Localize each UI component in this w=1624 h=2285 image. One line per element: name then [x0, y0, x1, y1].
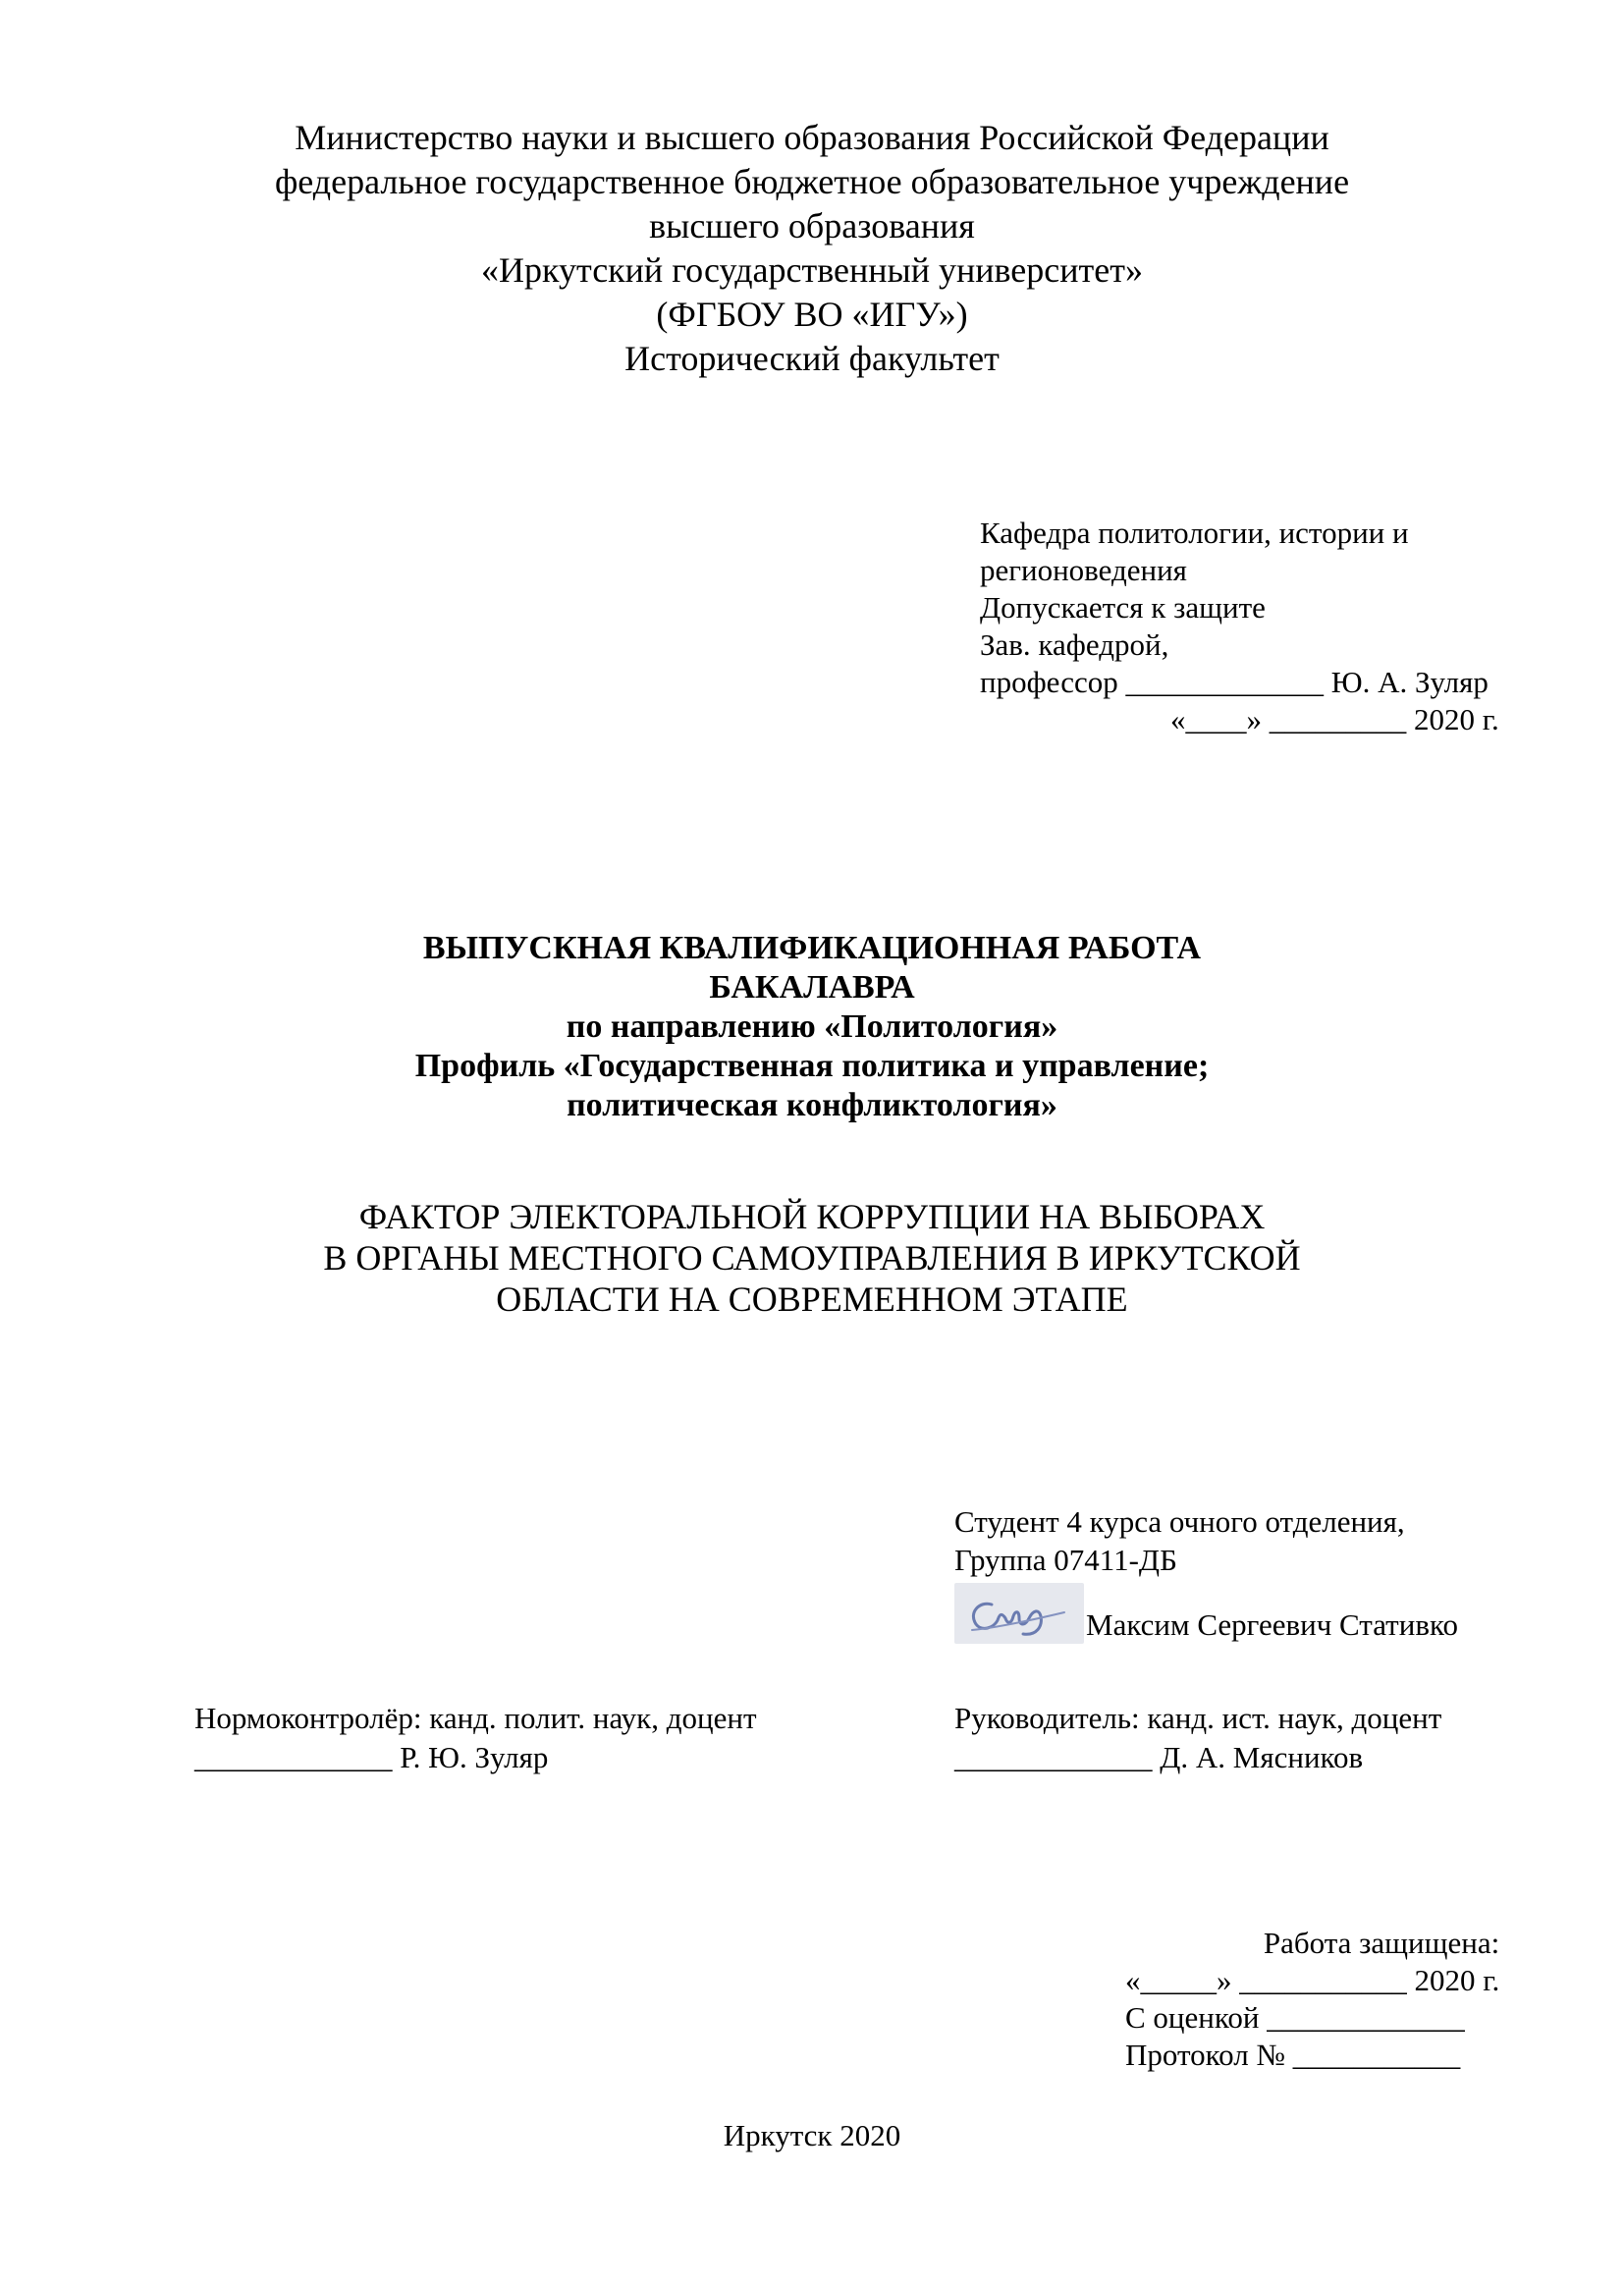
head-label: Зав. кафедрой, — [980, 627, 1169, 662]
topic-line: В ОРГАНЫ МЕСТНОГО САМОУПРАВЛЕНИЯ В ИРКУТСКОЙ — [323, 1238, 1301, 1278]
grade-line: С оценкой _____________ — [1125, 2000, 1465, 2035]
admitted-label: Допускается к защите — [980, 590, 1266, 625]
ministry-header — [0, 116, 1624, 381]
supervisor-block — [954, 1699, 1441, 1777]
professor-signature-line: профессор _____________ Ю. А. Зуляр — [980, 665, 1489, 699]
defense-block — [1125, 1925, 1499, 2074]
faculty-name: Исторический факультет — [624, 339, 1000, 378]
thesis-profile-cont: политическая конфликтология» — [567, 1087, 1057, 1123]
normocontroller-block — [194, 1699, 757, 1777]
thesis-title — [0, 929, 1624, 1125]
normocontroller-signature-line: _____________ Р. Ю. Зуляр — [194, 1740, 549, 1774]
thesis-title-line: БАКАЛАВРА — [709, 969, 915, 1006]
student-course: Студент 4 курса очного отделения, — [954, 1504, 1405, 1539]
student-name: Максим Сергеевич Стативко — [1086, 1607, 1458, 1642]
department-name: Кафедра политологии, истории и — [980, 516, 1409, 550]
city-year-text: Иркутск 2020 — [723, 2118, 901, 2152]
supervisor-title: Руководитель: канд. ист. наук, доцент — [954, 1701, 1442, 1735]
topic-line: ФАКТОР ЭЛЕКТОРАЛЬНОЙ КОРРУПЦИИ НА ВЫБОРАХ — [358, 1197, 1266, 1236]
defense-date-line: «_____» ___________ 2020 г. — [1125, 1963, 1500, 1997]
header-line: «Иркутский государственный университет» — [481, 250, 1143, 290]
header-line: высшего образования — [649, 206, 975, 245]
protocol-line: Протокол № ___________ — [1125, 2038, 1461, 2072]
header-line: Министерство науки и высшего образования Российской Федерации — [295, 118, 1329, 157]
thesis-profile: Профиль «Государственная политика и управление; — [414, 1048, 1210, 1084]
supervisor-signature-line: _____________ Д. А. Мясников — [954, 1740, 1364, 1774]
header-line: (ФГБОУ ВО «ИГУ») — [656, 295, 968, 334]
approval-date-line: «____» _________ 2020 г. — [1170, 702, 1499, 736]
department-name-cont: регионоведения — [980, 553, 1187, 587]
approval-block — [980, 515, 1499, 738]
header-line: федеральное государственное бюджетное образовательное учреждение — [274, 162, 1350, 201]
thesis-title-line: ВЫПУСКНАЯ КВАЛИФИКАЦИОННАЯ РАБОТА — [422, 930, 1202, 966]
student-block — [954, 1502, 1458, 1644]
student-group: Группа 07411-ДБ — [954, 1543, 1177, 1577]
city-year — [0, 2117, 1624, 2154]
student-signature-row — [954, 1579, 1458, 1644]
handwritten-signature — [954, 1583, 1084, 1644]
thesis-topic — [0, 1196, 1624, 1320]
defended-title: Работа защищена: — [1263, 1926, 1500, 1960]
thesis-direction: по направлению «Политология» — [566, 1008, 1058, 1045]
normocontroller-title: Нормоконтролёр: канд. полит. наук, доцент — [194, 1701, 757, 1735]
topic-line: ОБЛАСТИ НА СОВРЕМЕННОМ ЭТАПЕ — [496, 1279, 1128, 1319]
